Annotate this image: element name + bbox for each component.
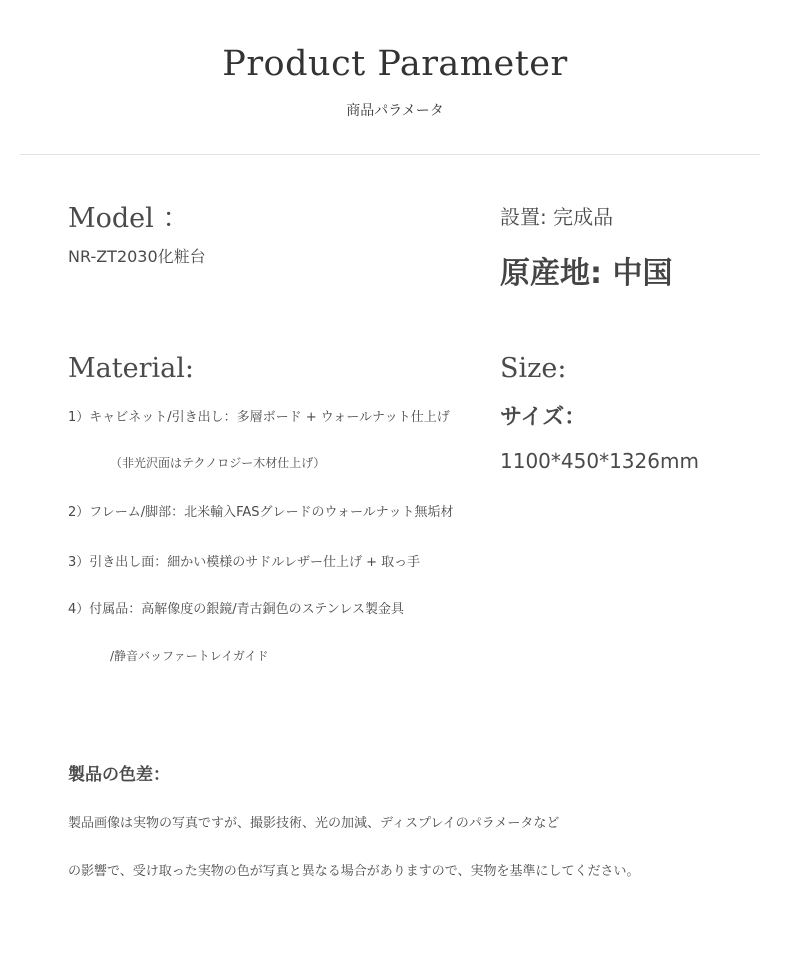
material-line: （非光沢面はテクノロジー木材仕上げ）: [110, 456, 326, 470]
page-title: Product Parameter: [222, 44, 568, 84]
color-note-line: 製品画像は実物の写真ですが、撮影技術、光の加減、ディスプレイのパラメータなど: [68, 816, 560, 831]
material-line: 3）引き出し面：細かい模様のサドルレザー仕上げ + 取っ手: [68, 555, 421, 570]
header-divider: [20, 154, 760, 155]
model-value: NR-ZT2030化粧台: [68, 247, 206, 266]
model-heading: Model ：: [68, 203, 190, 234]
material-line: 4）付属品：高解像度の銀鏡/青古銅色のステンレス製金具: [68, 602, 405, 617]
installation-value: 設置: 完成品: [500, 205, 614, 229]
page-subtitle: 商品パラメータ: [346, 103, 444, 119]
material-line: /静音バッファートレイガイド: [110, 649, 269, 663]
size-label: サイズ：: [500, 405, 587, 430]
size-value: 1100*450*1326mm: [500, 449, 699, 473]
size-heading: Size:: [500, 353, 567, 384]
material-line: 2）フレーム/脚部：北米輸入FASグレードのウォールナット無垢材: [68, 505, 454, 520]
material-line: 1）キャビネット/引き出し：多層ボード + ウォールナット仕上げ: [68, 410, 450, 425]
color-note-line: の影響で、受け取った実物の色が写真と異なる場合がありますので、実物を基準にしてください。: [68, 864, 640, 879]
color-note-heading: 製品の色差：: [68, 765, 170, 785]
origin-value: 原産地: 中国: [500, 256, 673, 291]
material-heading: Material:: [68, 353, 194, 384]
